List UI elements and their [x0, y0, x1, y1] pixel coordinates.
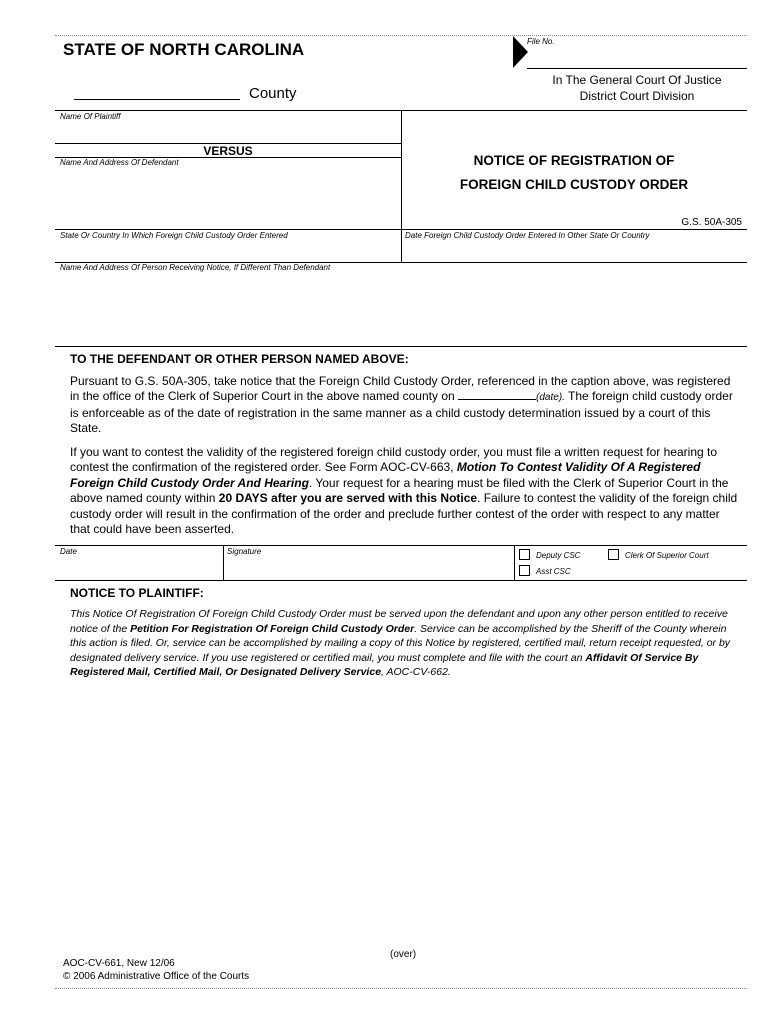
- signature-field[interactable]: Signature: [227, 547, 262, 556]
- p2-text-b: . Your request for a hearing must be filed with the Clerk of Superior Court in the above named county within: [70, 475, 729, 506]
- p1-text-a: Pursuant to G.S. 50A-305, take notice that the Foreign Child Custody Order, referenced in the caption above, was registered in the office of the Clerk of Superior Court in the above named county on: [70, 374, 731, 404]
- registration-date-blank[interactable]: [458, 389, 536, 400]
- file-no-label[interactable]: File No.: [527, 37, 555, 46]
- receiver-bottom-line: [55, 346, 747, 347]
- twenty-days-emphasis: 20 DAYS after you are served with this Notice: [218, 491, 478, 506]
- defendant-notice-paragraph-2: [70, 445, 742, 537]
- p2-text-c: . Failure to contest the validity of the foreign child custody order will result in the confirmation of the order and preclude further contest of the order with respect to any matter that could have been asserted.: [70, 491, 738, 537]
- statute-reference: G.S. 50A-305: [681, 217, 742, 228]
- county-name-line[interactable]: [74, 99, 240, 100]
- p1-text-b: The foreign child custody order is enforceable as of the date of registration in the same manner as a child custody determination issued by a court of this State.: [70, 389, 733, 436]
- checkbox-divider: [514, 545, 515, 580]
- court-line-1: In The General Court Of Justice: [552, 73, 722, 87]
- versus-label: VERSUS: [203, 144, 253, 158]
- deputy-csc-label: Deputy CSC: [536, 551, 581, 560]
- np-text-1: This Notice Of Registration Of Foreign Child Custody Order must be served upon the defendant and upon any other person entitled to receive notice of the: [70, 608, 728, 635]
- asst-csc-label: Asst CSC: [536, 567, 571, 576]
- form-title-line-2: FOREIGN CHILD CUSTODY ORDER: [459, 177, 689, 192]
- defendant-field[interactable]: Name And Address Of Defendant: [60, 158, 179, 167]
- date-entered-field[interactable]: Date Foreign Child Custody Order Entered In Other State Or Country: [405, 231, 650, 240]
- form-id: AOC-CV-661, New 12/06: [63, 958, 175, 969]
- county-label: County: [249, 85, 297, 102]
- np-text-2: . Service can be accomplished by the Sheriff of the County wherein this action is filed. Or, service can be accomplished by mailing a copy of this Notice by registered, certified mail, return receipt requested, or by designated delivery service. If you use registered or certified mail, you must complete and file with the court an: [70, 622, 731, 664]
- over-indicator: (over): [390, 949, 417, 960]
- plaintiff-notice-text: [70, 607, 742, 680]
- p2-text-a: If you want to contest the validity of the registered foreign child custody order, you must file a written request for hearing to contest the confirmation of the registered order. See Form AOC-CV-663,: [70, 445, 718, 475]
- state-title: STATE OF NORTH CAROLINA: [63, 40, 305, 59]
- file-no-line: [527, 68, 747, 69]
- copyright-line: © 2006 Administrative Office of the Courts: [63, 971, 250, 982]
- top-dotted-border: [55, 35, 747, 36]
- np-text-3: , AOC-CV-662.: [381, 666, 451, 679]
- plaintiff-notice-heading: NOTICE TO PLAINTIFF:: [70, 586, 204, 600]
- asst-csc-checkbox[interactable]: [519, 565, 530, 576]
- signature-divider: [223, 545, 224, 580]
- defendant-notice-heading: TO THE DEFENDANT OR OTHER PERSON NAMED ABOVE:: [70, 352, 409, 366]
- defendant-notice-paragraph-1: [70, 374, 742, 437]
- motion-form-title: Motion To Contest Validity Of A Registered Foreign Child Custody Order And Hearing: [70, 460, 701, 490]
- plaintiff-field[interactable]: Name Of Plaintiff: [60, 112, 121, 121]
- date-field[interactable]: Date: [60, 547, 77, 556]
- bottom-dotted-border: [55, 988, 747, 989]
- clerk-superior-label: Clerk Of Superior Court: [625, 551, 709, 560]
- state-country-field[interactable]: State Or Country In Which Foreign Child Custody Order Entered: [60, 231, 288, 240]
- p1-date-label: (date).: [536, 392, 565, 404]
- state-row-top-line: [55, 229, 747, 230]
- form-title-line-1: NOTICE OF REGISTRATION OF: [473, 153, 675, 168]
- receiver-field[interactable]: Name And Address Of Person Receiving Notice, If Different Than Defendant: [60, 263, 331, 272]
- deputy-csc-checkbox[interactable]: [519, 549, 530, 560]
- clerk-superior-checkbox[interactable]: [608, 549, 619, 560]
- petition-title: Petition For Registration Of Foreign Child Custody Order: [130, 622, 415, 635]
- affidavit-title: Affidavit Of Service By Registered Mail, Certified Mail, Or Designated Delivery Service: [70, 651, 699, 679]
- signature-row-top-line: [55, 545, 747, 546]
- signature-row-bottom-line: [55, 580, 747, 581]
- court-line-2: District Court Division: [579, 89, 695, 103]
